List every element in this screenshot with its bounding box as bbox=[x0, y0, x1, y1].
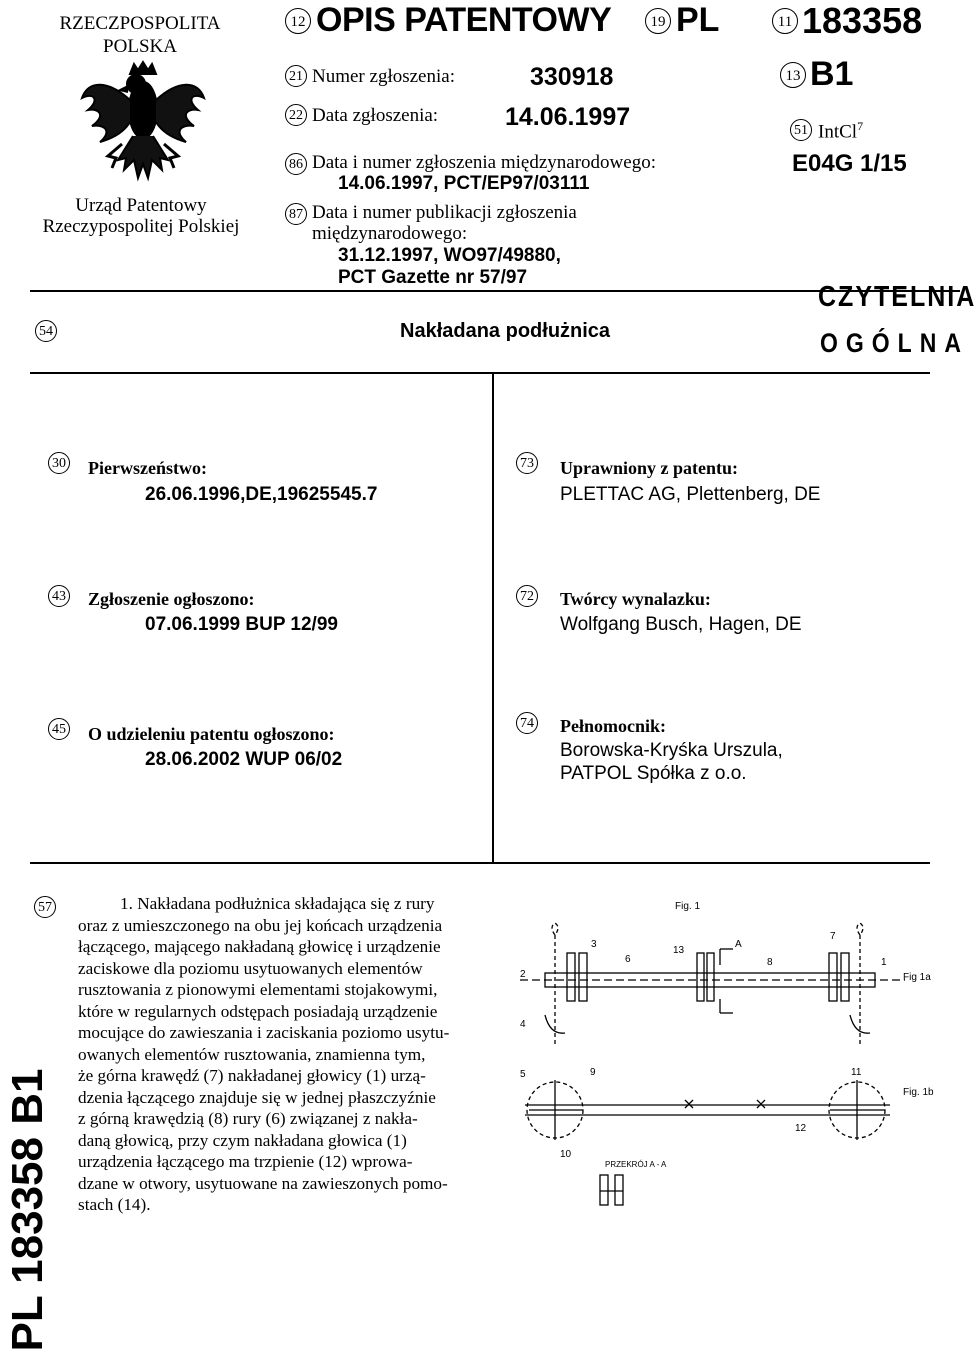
intl-publication-label-1: Data i numer publikacji zgłoszenia bbox=[312, 202, 577, 223]
inid-code-13: 13 bbox=[780, 62, 806, 88]
country-line-2: POLSKA bbox=[103, 36, 177, 57]
inid-code-51: 51 bbox=[790, 119, 812, 141]
claim-line: owanych elementów rusztowania, znamienna tym, bbox=[78, 1044, 426, 1064]
side-patent-stamp: PL 183358 B1 bbox=[3, 1068, 52, 1352]
grant-value: 28.06.2002 WUP 06/02 bbox=[145, 749, 343, 770]
ref-4: 4 bbox=[520, 1019, 526, 1030]
claim-line: że górna krawędź (7) nakładanej głowicy (1) urzą- bbox=[78, 1066, 426, 1085]
claim-line: urządzenia łączącego ma trzpienie (12) wprowa- bbox=[78, 1152, 413, 1171]
claim-line: które w regularnych odstępach posiadają urządzenie bbox=[78, 1001, 438, 1021]
application-number: 330918 bbox=[530, 63, 614, 91]
ref-12: 12 bbox=[795, 1123, 807, 1134]
claim-line: dzenia łączącego znajduje się w jednej płaszczyźnie bbox=[78, 1087, 436, 1107]
country-code: PL bbox=[676, 1, 720, 39]
polish-eagle-emblem-icon bbox=[78, 60, 208, 192]
claim-text bbox=[78, 893, 493, 1216]
inventors-label: Twórcy wynalazku: bbox=[560, 589, 711, 609]
patent-office bbox=[0, 195, 282, 237]
office-line-2: Rzeczypospolitej Polskiej bbox=[42, 216, 240, 237]
section-label: PRZEKRÓJ A - A bbox=[605, 1160, 667, 1169]
title-divider bbox=[30, 372, 930, 374]
fig1-label: Fig. 1 bbox=[675, 901, 701, 912]
app-publication-label: Zgłoszenie ogłoszono: bbox=[88, 589, 255, 609]
claim-line: 1. Nakładana podłużnica składająca się z rury bbox=[120, 894, 435, 913]
patent-drawing bbox=[505, 895, 935, 1195]
ref-6: 6 bbox=[625, 954, 631, 965]
ref-9: 9 bbox=[590, 1067, 596, 1078]
inventors-value: Wolfgang Busch, Hagen, DE bbox=[560, 614, 802, 635]
biblio-divider bbox=[30, 862, 930, 864]
attorney-label: Pełnomocnik: bbox=[560, 716, 666, 736]
column-divider bbox=[492, 372, 494, 862]
fig1a-label: Fig 1a bbox=[903, 972, 931, 983]
ref-11: 11 bbox=[851, 1067, 862, 1078]
intl-publication-value-1: 31.12.1997, WO97/49880, bbox=[338, 245, 561, 266]
owner-value: PLETTAC AG, Plettenberg, DE bbox=[560, 484, 821, 505]
application-number-label: Numer zgłoszenia: bbox=[312, 66, 455, 87]
inid-code-22: 22 bbox=[285, 104, 307, 126]
claim-line: dzane w otwory, usytuowane na zawieszonych pomo- bbox=[78, 1173, 448, 1193]
inid-code-57: 57 bbox=[34, 896, 56, 918]
invention-title: Nakładana podłużnica bbox=[400, 320, 611, 342]
claim-line: z górną krawędzią (8) rury (6) związanej z nakła- bbox=[78, 1109, 418, 1128]
inid-code-30: 30 bbox=[48, 452, 70, 474]
claim-line: stach (14). bbox=[78, 1195, 151, 1214]
application-date: 14.06.1997 bbox=[505, 103, 631, 131]
attorney-value-1: Borowska-Kryśka Urszula, bbox=[560, 740, 783, 761]
intl-application-label: Data i numer zgłoszenia międzynarodowego: bbox=[312, 152, 656, 173]
attorney-value-2: PATPOL Spółka z o.o. bbox=[560, 763, 747, 784]
inid-code-54: 54 bbox=[35, 320, 57, 342]
inid-code-86: 86 bbox=[285, 153, 307, 175]
kind-code: B1 bbox=[810, 55, 854, 93]
priority-label: Pierwszeństwo: bbox=[88, 458, 207, 478]
inid-code-11: 11 bbox=[772, 8, 798, 34]
inid-code-72: 72 bbox=[516, 585, 538, 607]
intcl-label bbox=[818, 119, 863, 143]
owner-label: Uprawniony z patentu: bbox=[560, 458, 739, 478]
claim-line: mocujące do zawieszania i zaciskania poziomo usytu- bbox=[78, 1023, 450, 1042]
ref-7: 7 bbox=[830, 931, 836, 942]
claim-line: łączącego, mającego nakładaną głowicę i urządzenie bbox=[78, 937, 441, 956]
inid-code-87: 87 bbox=[285, 203, 307, 225]
inid-code-73: 73 bbox=[516, 452, 538, 474]
inid-code-43: 43 bbox=[48, 585, 70, 607]
intl-publication-label-2: międzynarodowego: bbox=[312, 223, 468, 244]
intl-publication-value-2: PCT Gazette nr 57/97 bbox=[338, 267, 528, 288]
inid-code-74: 74 bbox=[516, 712, 538, 734]
intcl-label-text: IntCl bbox=[818, 121, 858, 143]
ref-8: 8 bbox=[767, 957, 773, 968]
claim-line: oraz z umieszczonego na obu jej końcach urządzenia bbox=[78, 915, 443, 935]
ref-1: 1 bbox=[881, 957, 887, 968]
country-line-1: RZECZPOSPOLITA bbox=[59, 13, 221, 34]
library-stamp-line-2: OGÓLNA bbox=[820, 327, 969, 358]
claim-line: zaciskowe dla poziomu usytuowanych elementów bbox=[78, 958, 423, 978]
priority-value: 26.06.1996,DE,19625545.7 bbox=[145, 484, 378, 505]
claim-line: rusztowania z pionowymi elementami stojakowymi, bbox=[78, 980, 438, 999]
ref-5: 5 bbox=[520, 1069, 526, 1080]
fig1b-label: Fig. 1b bbox=[903, 1087, 934, 1098]
inid-code-45: 45 bbox=[48, 718, 70, 740]
grant-label: O udzieleniu patentu ogłoszono: bbox=[88, 724, 335, 744]
intcl-value: E04G 1/15 bbox=[792, 150, 907, 177]
document-type: OPIS PATENTOWY bbox=[316, 1, 612, 39]
inid-code-12: 12 bbox=[285, 8, 311, 34]
ref-13: 13 bbox=[673, 945, 685, 956]
app-publication-value: 07.06.1999 BUP 12/99 bbox=[145, 614, 338, 635]
ref-10: 10 bbox=[560, 1149, 572, 1160]
patent-number: 183358 bbox=[802, 0, 923, 41]
ref-3: 3 bbox=[591, 939, 597, 950]
claim-line: daną głowicą, przy czym nakładana głowica (1) bbox=[78, 1130, 407, 1150]
inid-code-21: 21 bbox=[285, 65, 307, 87]
ref-a: A bbox=[735, 939, 742, 950]
intl-application-value: 14.06.1997, PCT/EP97/03111 bbox=[338, 173, 590, 194]
intcl-edition: 7 bbox=[857, 119, 864, 133]
library-stamp-line-1: CZYTELNIA bbox=[818, 280, 976, 314]
inid-code-19: 19 bbox=[645, 8, 671, 34]
ref-2: 2 bbox=[520, 969, 526, 980]
office-line-1: Urząd Patentowy bbox=[75, 195, 207, 216]
country-name bbox=[40, 12, 240, 58]
application-date-label: Data zgłoszenia: bbox=[312, 105, 439, 126]
